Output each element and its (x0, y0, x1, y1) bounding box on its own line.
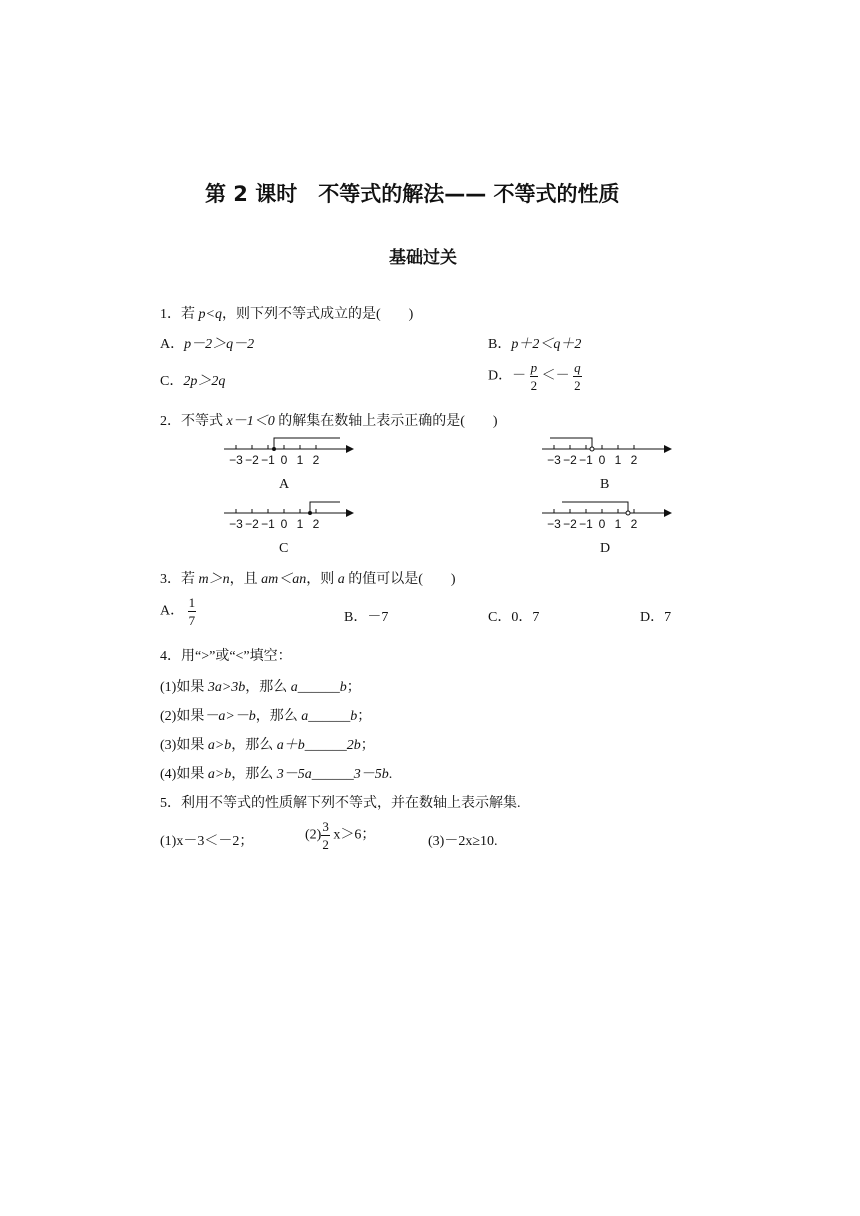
q2-option-d-label: D (600, 541, 611, 556)
q1-d-fraction-1: $\frac{p}{2}$ (530, 360, 538, 393)
q2-d-tick-label: 0 (598, 517, 606, 531)
q3-option-c[interactable]: C．0．7 (488, 610, 540, 625)
q5-part-2: (2) $\frac{3}{2}$ x＞6； (305, 819, 376, 852)
q1-d-fraction-2: $\frac{q}{2}$ (574, 360, 581, 393)
q5-stem: 5．利用不等式的性质解下列不等式，并在数轴上表示解集. (160, 796, 521, 811)
q4-item-2: (2)如果－a>－b，那么 a______b； (160, 709, 372, 724)
q2-option-a-label: A (279, 477, 290, 492)
q2-option-d-numberline[interactable] (540, 497, 690, 533)
q2-c-tick-label: 2 (312, 517, 320, 531)
q1-option-c[interactable]: C．2p＞2q (160, 374, 226, 389)
q2-c-tick-label: 0 (280, 517, 288, 531)
q4-item-1-blank[interactable]: ______ (297, 680, 340, 695)
q4-stem: 4．用“>”或“<”填空： (160, 649, 292, 664)
q2-a-tick-label: −3 (229, 453, 243, 467)
q2-b-tick-label: 1 (614, 453, 622, 467)
q2-d-tick-label: −2 (563, 517, 577, 531)
q2-b-tick-label: −3 (547, 453, 561, 467)
q2-d-tick-label: −1 (579, 517, 593, 531)
q2-stem: 2．不等式 x－1＜0 的解集在数轴上表示正确的是( ) (160, 414, 498, 429)
q2-b-tick-label: −2 (563, 453, 577, 467)
q1-stem: 1．若 p<q，则下列不等式成立的是( ) (160, 307, 414, 322)
q2-b-tick-label: 0 (598, 453, 606, 467)
q2-a-tick-label: −2 (245, 453, 259, 467)
q4-item-3: (3)如果 a>b，那么 a＋b______2b； (160, 738, 375, 753)
q2-a-tick-label: −1 (261, 453, 275, 467)
q1-option-d[interactable]: D．－ $\frac{p}{2}$ ＜－ $\frac{q}{2}$ (488, 360, 581, 393)
q2-option-c-numberline[interactable] (222, 497, 372, 533)
q2-c-tick-label: −2 (245, 517, 259, 531)
q2-d-tick-label: −3 (547, 517, 561, 531)
q2-c-tick-label: 1 (296, 517, 304, 531)
q5-part-2-fraction: $\frac{3}{2}$ (322, 819, 329, 852)
page-title: 第 2 课时 不等式的解法—— 不等式的性质 (205, 182, 620, 206)
q2-d-tick-label: 2 (630, 517, 638, 531)
q2-c-tick-label: −1 (261, 517, 275, 531)
q2-b-tick-label: 2 (630, 453, 638, 467)
q2-a-tick-label: 2 (312, 453, 320, 467)
section-heading: 基础过关 (389, 248, 457, 268)
q1-option-a[interactable]: A．p－2＞q－2 (160, 337, 255, 352)
q5-part-1: (1)x－3＜－2； (160, 834, 254, 849)
q2-option-c-label: C (279, 541, 289, 556)
q2-b-tick-label: −1 (579, 453, 593, 467)
q4-item-2-blank[interactable]: ______ (308, 709, 351, 724)
q3-stem: 3．若 m＞n，且 am＜an，则 a 的值可以是( ) (160, 572, 456, 587)
q3-option-d[interactable]: D．7 (640, 610, 672, 625)
q2-option-a-numberline[interactable] (222, 433, 372, 469)
q1-option-b[interactable]: B．p＋2＜q＋2 (488, 337, 582, 352)
q3-a-fraction: $\frac{1}{7}$ (188, 595, 196, 628)
q2-c-tick-label: −3 (229, 517, 243, 531)
q2-option-b-numberline[interactable] (540, 433, 690, 469)
q3-option-a[interactable]: A． $\frac{1}{7}$ (160, 595, 196, 628)
q4-item-3-blank[interactable]: ______ (304, 738, 347, 753)
q5-part-3: (3)－2x≥10. (428, 834, 498, 849)
q2-a-tick-label: 1 (296, 453, 304, 467)
q4-item-4-blank[interactable]: ______ (311, 767, 354, 782)
q2-d-tick-label: 1 (614, 517, 622, 531)
q2-a-tick-label: 0 (280, 453, 288, 467)
q3-option-b[interactable]: B．－7 (344, 610, 389, 625)
q4-item-1: (1)如果 3a>3b，那么 a______b； (160, 680, 361, 695)
q2-option-b-label: B (600, 477, 610, 492)
q4-item-4: (4)如果 a>b，那么 3－5a______3－5b. (160, 767, 393, 782)
